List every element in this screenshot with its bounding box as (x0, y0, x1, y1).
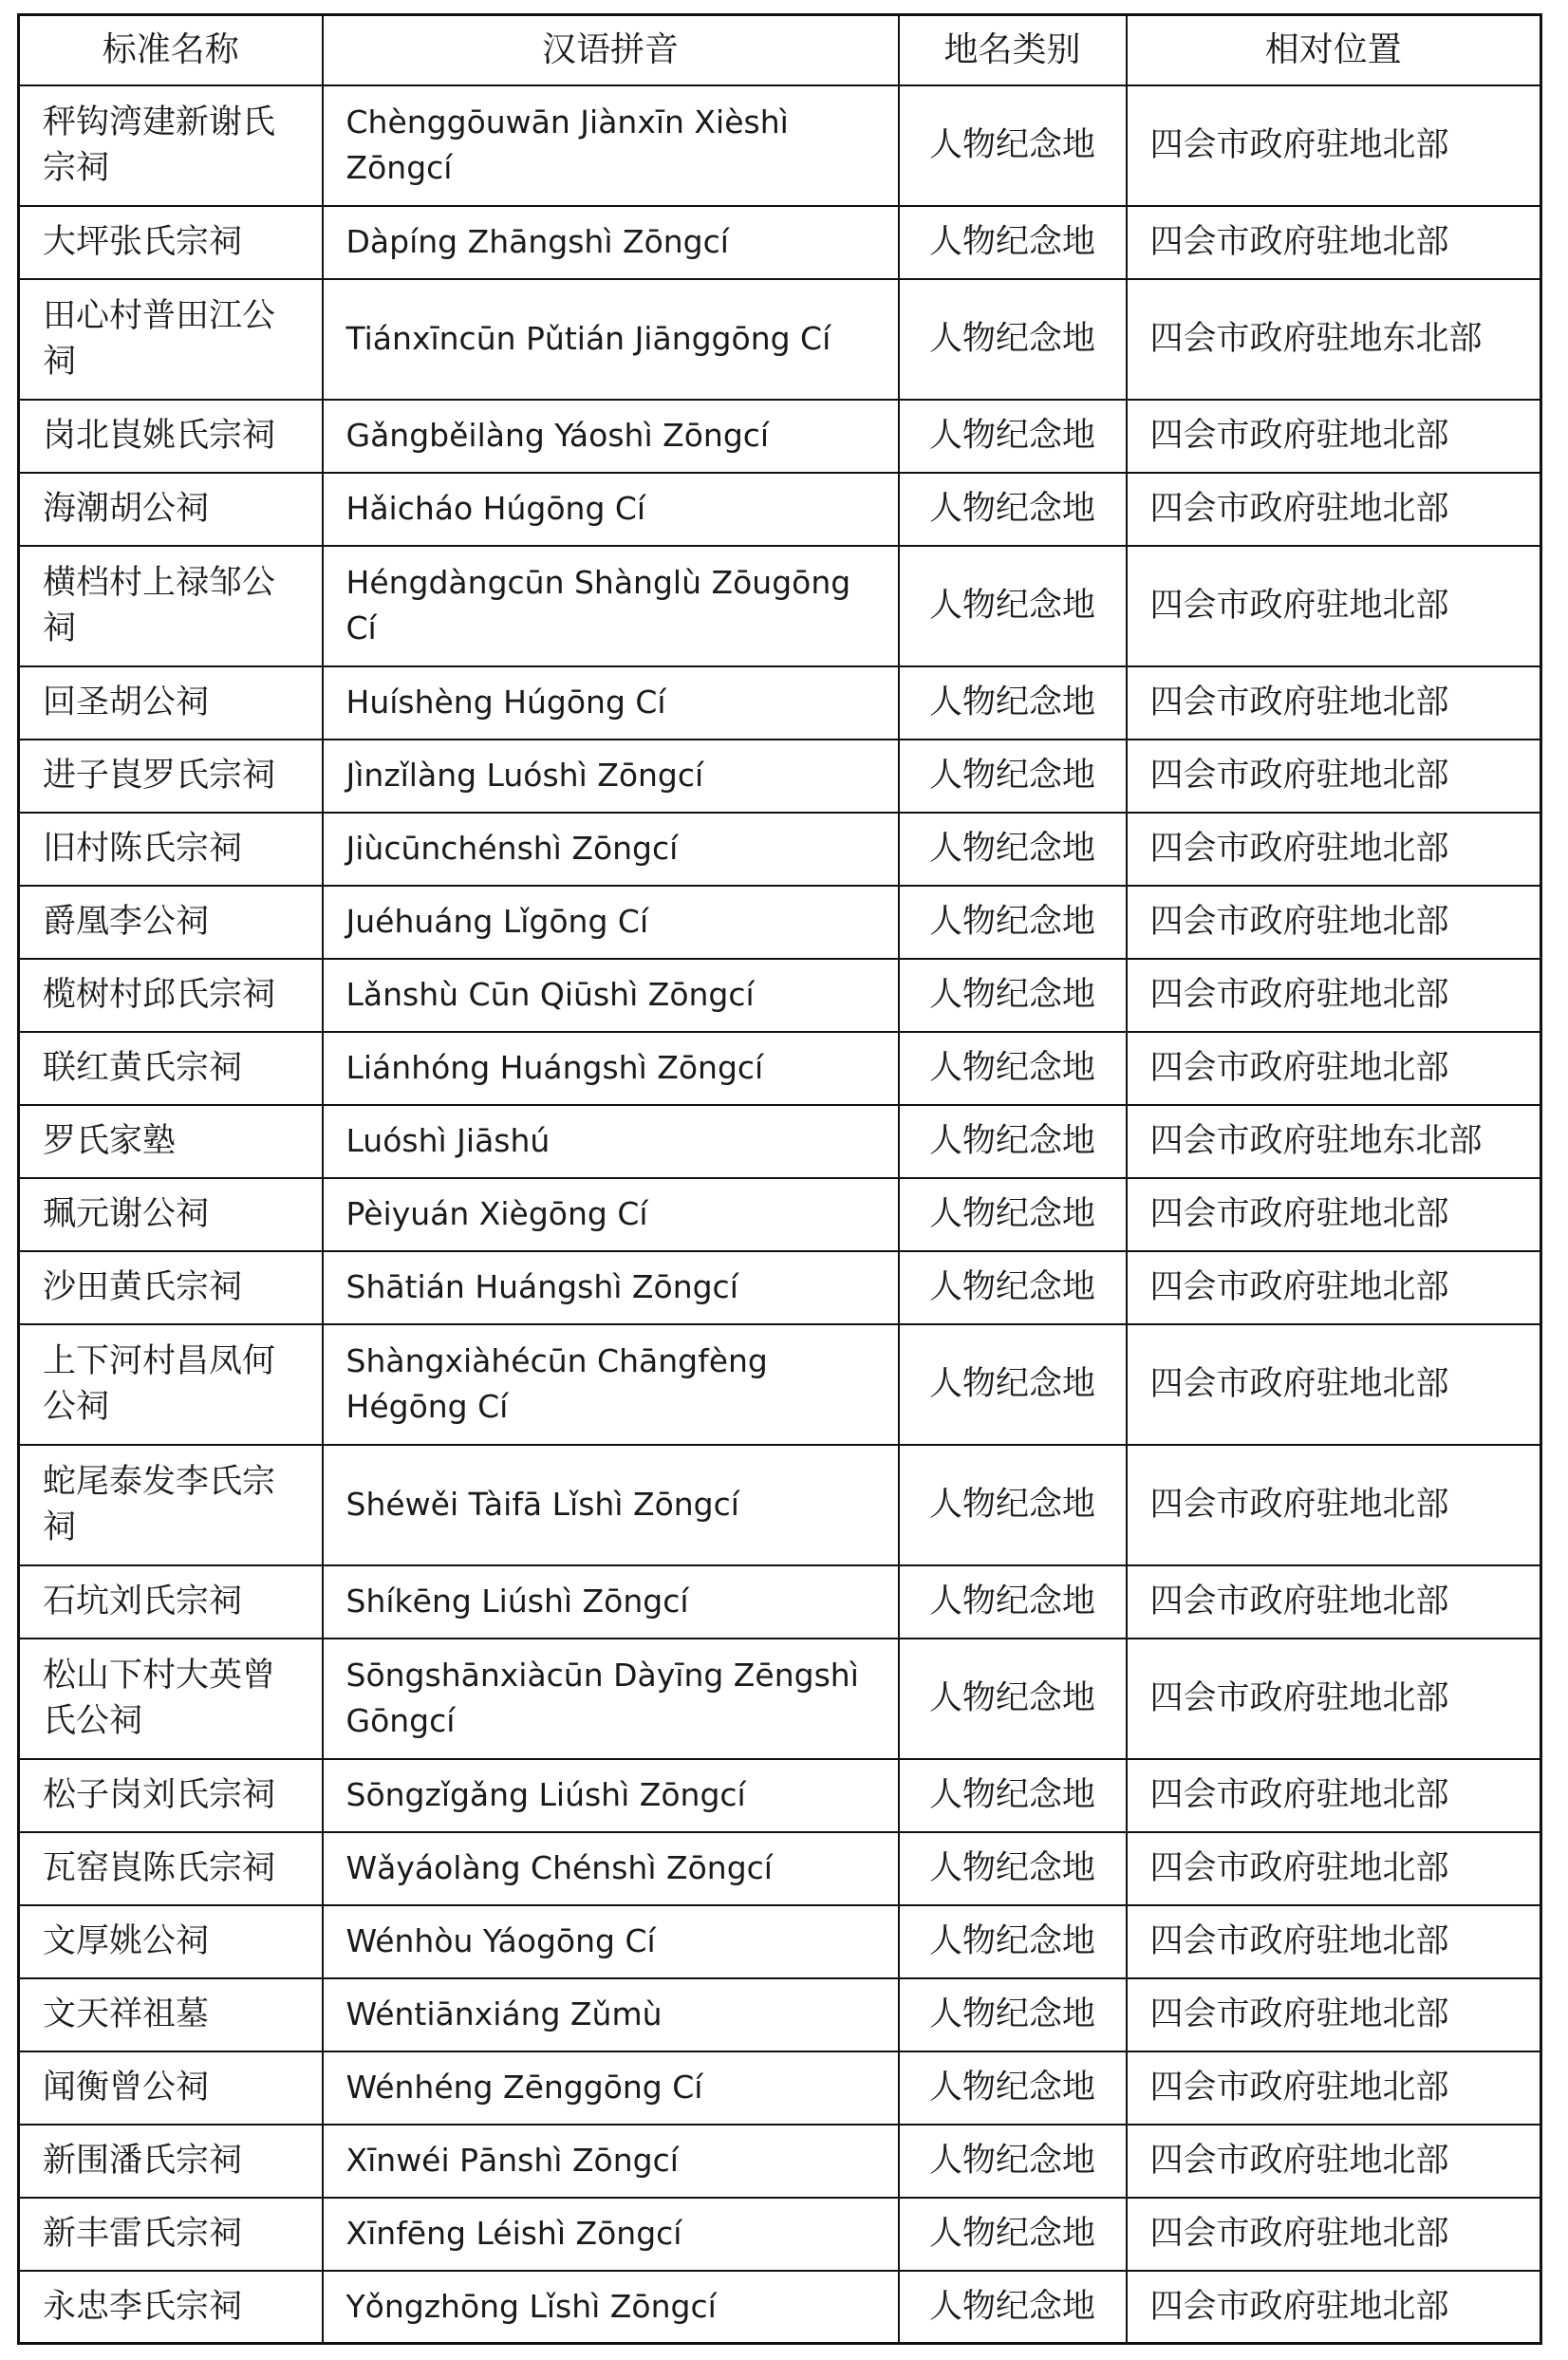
cell-standard-name: 文天祥祖墓 (19, 1978, 323, 2051)
cell-place-type: 人物纪念地 (899, 2125, 1127, 2198)
cell-pinyin: Liánhóng Huángshì Zōngcí (323, 1032, 899, 1105)
cell-relative-location: 四会市政府驻地北部 (1127, 2125, 1541, 2198)
cell-pinyin: Jiùcūnchénshì Zōngcí (323, 813, 899, 886)
cell-place-type: 人物纪念地 (899, 1565, 1127, 1639)
header-name: 标准名称 (19, 15, 323, 85)
table-row (19, 400, 1541, 473)
table-row (19, 1759, 1541, 1832)
table-body (19, 85, 1541, 2344)
cell-relative-location: 四会市政府驻地北部 (1127, 1565, 1541, 1639)
cell-pinyin: Wéntiānxiáng Zǔmù (323, 1978, 899, 2051)
cell-relative-location: 四会市政府驻地北部 (1127, 85, 1541, 206)
table-row (19, 1445, 1541, 1565)
table-row (19, 2198, 1541, 2271)
cell-pinyin: Wénhòu Yáogōng Cí (323, 1905, 899, 1978)
cell-relative-location: 四会市政府驻地北部 (1127, 1978, 1541, 2051)
cell-relative-location: 四会市政府驻地北部 (1127, 959, 1541, 1032)
cell-place-type: 人物纪念地 (899, 1445, 1127, 1565)
cell-relative-location: 四会市政府驻地北部 (1127, 400, 1541, 473)
cell-standard-name: 秤钩湾建新谢氏宗祠 (19, 85, 323, 206)
cell-relative-location: 四会市政府驻地北部 (1127, 1445, 1541, 1565)
cell-relative-location: 四会市政府驻地北部 (1127, 2198, 1541, 2271)
cell-place-type: 人物纪念地 (899, 206, 1127, 279)
table-row (19, 1832, 1541, 1905)
table-row (19, 1639, 1541, 1759)
table-row (19, 1032, 1541, 1105)
cell-pinyin: Dàpíng Zhāngshì Zōngcí (323, 206, 899, 279)
header-row (19, 15, 1541, 85)
table-row (19, 1251, 1541, 1324)
cell-standard-name: 大坪张氏宗祠 (19, 206, 323, 279)
cell-place-type: 人物纪念地 (899, 546, 1127, 666)
table-row (19, 740, 1541, 813)
cell-relative-location: 四会市政府驻地北部 (1127, 206, 1541, 279)
cell-place-type: 人物纪念地 (899, 400, 1127, 473)
table-row (19, 1105, 1541, 1178)
cell-relative-location: 四会市政府驻地北部 (1127, 886, 1541, 959)
cell-standard-name: 横档村上禄邹公祠 (19, 546, 323, 666)
cell-place-type: 人物纪念地 (899, 1251, 1127, 1324)
table-row (19, 1905, 1541, 1978)
table-row (19, 85, 1541, 206)
cell-pinyin: Pèiyuán Xiègōng Cí (323, 1178, 899, 1251)
table-row (19, 473, 1541, 546)
cell-place-type: 人物纪念地 (899, 813, 1127, 886)
cell-pinyin: Lǎnshù Cūn Qiūshì Zōngcí (323, 959, 899, 1032)
cell-relative-location: 四会市政府驻地北部 (1127, 1905, 1541, 1978)
header-type: 地名类别 (899, 15, 1127, 85)
cell-standard-name: 松子岗刘氏宗祠 (19, 1759, 323, 1832)
header-location: 相对位置 (1127, 15, 1541, 85)
cell-place-type: 人物纪念地 (899, 1032, 1127, 1105)
table-row (19, 2051, 1541, 2125)
cell-place-type: 人物纪念地 (899, 2198, 1127, 2271)
cell-pinyin: Héngdàngcūn Shànglù Zōugōng Cí (323, 546, 899, 666)
cell-pinyin: Shíkēng Liúshì Zōngcí (323, 1565, 899, 1639)
cell-place-type: 人物纪念地 (899, 1905, 1127, 1978)
cell-place-type: 人物纪念地 (899, 1324, 1127, 1445)
cell-pinyin: Tiánxīncūn Pǔtián Jiānggōng Cí (323, 279, 899, 400)
cell-standard-name: 新丰雷氏宗祠 (19, 2198, 323, 2271)
cell-place-type: 人物纪念地 (899, 740, 1127, 813)
cell-pinyin: Chènggōuwān Jiànxīn Xièshì Zōngcí (323, 85, 899, 206)
cell-pinyin: Xīnwéi Pānshì Zōngcí (323, 2125, 899, 2198)
cell-pinyin: Gǎngběilàng Yáoshì Zōngcí (323, 400, 899, 473)
cell-relative-location: 四会市政府驻地北部 (1127, 666, 1541, 740)
table-row (19, 886, 1541, 959)
cell-place-type: 人物纪念地 (899, 2271, 1127, 2344)
cell-standard-name: 旧村陈氏宗祠 (19, 813, 323, 886)
cell-standard-name: 瓦窑崀陈氏宗祠 (19, 1832, 323, 1905)
cell-relative-location: 四会市政府驻地东北部 (1127, 1105, 1541, 1178)
cell-pinyin: Xīnfēng Léishì Zōngcí (323, 2198, 899, 2271)
cell-pinyin: Wǎyáolàng Chénshì Zōngcí (323, 1832, 899, 1905)
cell-relative-location: 四会市政府驻地东北部 (1127, 279, 1541, 400)
cell-standard-name: 榄树村邱氏宗祠 (19, 959, 323, 1032)
cell-pinyin: Hǎicháo Húgōng Cí (323, 473, 899, 546)
table-row (19, 959, 1541, 1032)
cell-standard-name: 闻衡曾公祠 (19, 2051, 323, 2125)
cell-standard-name: 岗北崀姚氏宗祠 (19, 400, 323, 473)
table-row (19, 813, 1541, 886)
cell-standard-name: 新围潘氏宗祠 (19, 2125, 323, 2198)
cell-standard-name: 松山下村大英曾氏公祠 (19, 1639, 323, 1759)
cell-standard-name: 珮元谢公祠 (19, 1178, 323, 1251)
cell-standard-name: 海潮胡公祠 (19, 473, 323, 546)
cell-pinyin: Wénhéng Zēnggōng Cí (323, 2051, 899, 2125)
table-row (19, 279, 1541, 400)
cell-place-type: 人物纪念地 (899, 959, 1127, 1032)
table-row (19, 1565, 1541, 1639)
cell-pinyin: Huíshèng Húgōng Cí (323, 666, 899, 740)
cell-relative-location: 四会市政府驻地北部 (1127, 1178, 1541, 1251)
cell-standard-name: 进子崀罗氏宗祠 (19, 740, 323, 813)
cell-relative-location: 四会市政府驻地北部 (1127, 1832, 1541, 1905)
cell-pinyin: Jìnzǐlàng Luóshì Zōngcí (323, 740, 899, 813)
cell-place-type: 人物纪念地 (899, 279, 1127, 400)
cell-pinyin: Yǒngzhōng Lǐshì Zōngcí (323, 2271, 899, 2344)
cell-pinyin: Sōngshānxiàcūn Dàyīng Zēngshì Gōngcí (323, 1639, 899, 1759)
cell-place-type: 人物纪念地 (899, 1178, 1127, 1251)
cell-pinyin: Shéwěi Tàifā Lǐshì Zōngcí (323, 1445, 899, 1565)
table-row (19, 546, 1541, 666)
cell-standard-name: 爵凰李公祠 (19, 886, 323, 959)
table-row (19, 2125, 1541, 2198)
cell-relative-location: 四会市政府驻地北部 (1127, 740, 1541, 813)
cell-relative-location: 四会市政府驻地北部 (1127, 546, 1541, 666)
cell-standard-name: 上下河村昌凤何公祠 (19, 1324, 323, 1445)
cell-place-type: 人物纪念地 (899, 886, 1127, 959)
cell-standard-name: 田心村普田江公祠 (19, 279, 323, 400)
cell-place-type: 人物纪念地 (899, 666, 1127, 740)
cell-place-type: 人物纪念地 (899, 1639, 1127, 1759)
cell-pinyin: Shàngxiàhécūn Chāngfèng Hégōng Cí (323, 1324, 899, 1445)
cell-standard-name: 石坑刘氏宗祠 (19, 1565, 323, 1639)
table-row (19, 2271, 1541, 2344)
cell-relative-location: 四会市政府驻地北部 (1127, 2271, 1541, 2344)
cell-pinyin: Shātián Huángshì Zōngcí (323, 1251, 899, 1324)
cell-relative-location: 四会市政府驻地北部 (1127, 1759, 1541, 1832)
cell-standard-name: 罗氏家塾 (19, 1105, 323, 1178)
cell-pinyin: Luóshì Jiāshú (323, 1105, 899, 1178)
cell-place-type: 人物纪念地 (899, 1832, 1127, 1905)
cell-pinyin: Juéhuáng Lǐgōng Cí (323, 886, 899, 959)
cell-place-type: 人物纪念地 (899, 1105, 1127, 1178)
cell-place-type: 人物纪念地 (899, 85, 1127, 206)
table-row (19, 1324, 1541, 1445)
cell-pinyin: Sōngzǐgǎng Liúshì Zōngcí (323, 1759, 899, 1832)
cell-relative-location: 四会市政府驻地北部 (1127, 1251, 1541, 1324)
cell-standard-name: 蛇尾泰发李氏宗祠 (19, 1445, 323, 1565)
cell-relative-location: 四会市政府驻地北部 (1127, 1032, 1541, 1105)
gazetteer-sheet (17, 13, 1540, 2345)
cell-standard-name: 联红黄氏宗祠 (19, 1032, 323, 1105)
table-row (19, 666, 1541, 740)
cell-relative-location: 四会市政府驻地北部 (1127, 813, 1541, 886)
cell-standard-name: 回圣胡公祠 (19, 666, 323, 740)
cell-place-type: 人物纪念地 (899, 473, 1127, 546)
table-row (19, 1978, 1541, 2051)
cell-relative-location: 四会市政府驻地北部 (1127, 473, 1541, 546)
cell-standard-name: 沙田黄氏宗祠 (19, 1251, 323, 1324)
header-pinyin: 汉语拼音 (323, 15, 899, 85)
cell-place-type: 人物纪念地 (899, 1759, 1127, 1832)
place-name-table (17, 13, 1542, 2345)
table-row (19, 1178, 1541, 1251)
table-row (19, 206, 1541, 279)
cell-relative-location: 四会市政府驻地北部 (1127, 1639, 1541, 1759)
cell-relative-location: 四会市政府驻地北部 (1127, 1324, 1541, 1445)
cell-standard-name: 永忠李氏宗祠 (19, 2271, 323, 2344)
cell-standard-name: 文厚姚公祠 (19, 1905, 323, 1978)
cell-place-type: 人物纪念地 (899, 2051, 1127, 2125)
cell-place-type: 人物纪念地 (899, 1978, 1127, 2051)
cell-relative-location: 四会市政府驻地北部 (1127, 2051, 1541, 2125)
